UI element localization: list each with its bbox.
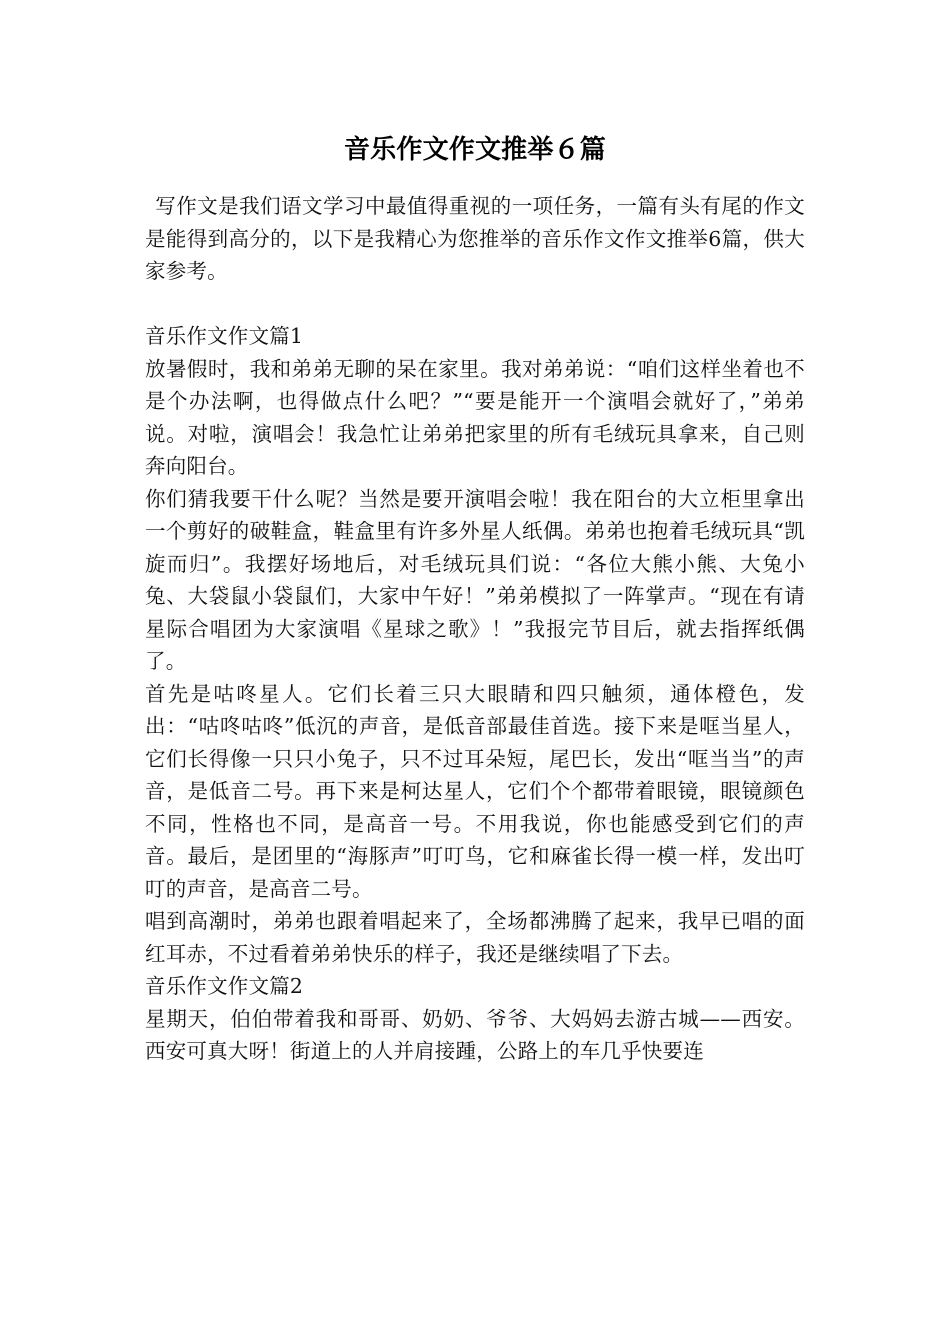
section-heading-1: 音乐作文作文篇1 bbox=[145, 324, 304, 348]
blank-line bbox=[145, 288, 805, 321]
document-title: 音乐作文作文推举６篇 bbox=[343, 135, 606, 165]
body-paragraph: 首先是咕咚星人。它们长着三只大眼睛和四只触须，通体橙色，发出：“咕咚咕咚”低沉的声音，是低音部最佳首选。接下来是哐当星人，它们长得像一只只小兔子，只不过耳朵短，尾巴长，发出“哐当当”的声音，是低音二号。再下来是柯达星人，它们个个都带着眼镜，眼镜颜色不同，性格也不同，是高音一号。不用我说，你也能感受到它们的声音。最后，是团里的“海豚声”叮叮鸟，它和麻雀长得一模一样，发出叮叮的声音，是高音二号。 bbox=[145, 681, 805, 901]
body-paragraph: 唱到高潮时，弟弟也跟着唱起来了，全场都沸腾了起来，我早已唱的面红耳赤，不过看着弟弟快乐的样子，我还是继续唱了下去。 bbox=[145, 909, 805, 966]
intro-paragraph: 写作文是我们语文学习中最值得重视的一项任务，一篇有头有尾的作文是能得到高分的，以下是我精心为您推举的音乐作文作文推举6篇，供大家参考。 bbox=[145, 194, 805, 283]
body-paragraph: 星期天，伯伯带着我和哥哥、奶奶、爷爷、大妈妈去游古城——西安。西安可真大呀！街道上的人并肩接踵，公路上的车几乎快要连 bbox=[145, 1006, 805, 1063]
body-paragraph: 放暑假时，我和弟弟无聊的呆在家里。我对弟弟说：“咱们这样坐着也不是个办法啊，也得做点什么吧？”“要是能开一个演唱会就好了，”弟弟说。对啦，演唱会！我急忙让弟弟把家里的所有毛绒玩具拿来，自己则奔向阳台。 bbox=[145, 356, 805, 478]
body-paragraph: 你们猜我要干什么呢？当然是要开演唱会啦！我在阳台的大立柜里拿出一个剪好的破鞋盒，鞋盒里有许多外星人纸偶。弟弟也抱着毛绒玩具“凯旋而归”。我摆好场地后，对毛绒玩具们说：“各位大熊小熊、大兔小兔、大袋鼠小袋鼠们，大家中午好！”弟弟模拟了一阵掌声。“现在有请星际合唱团为大家演唱《星球之歌》！”我报完节目后，就去指挥纸偶了。 bbox=[145, 486, 805, 673]
document-body bbox=[145, 128, 805, 1068]
section-heading-2: 音乐作文作文篇2 bbox=[145, 974, 304, 998]
